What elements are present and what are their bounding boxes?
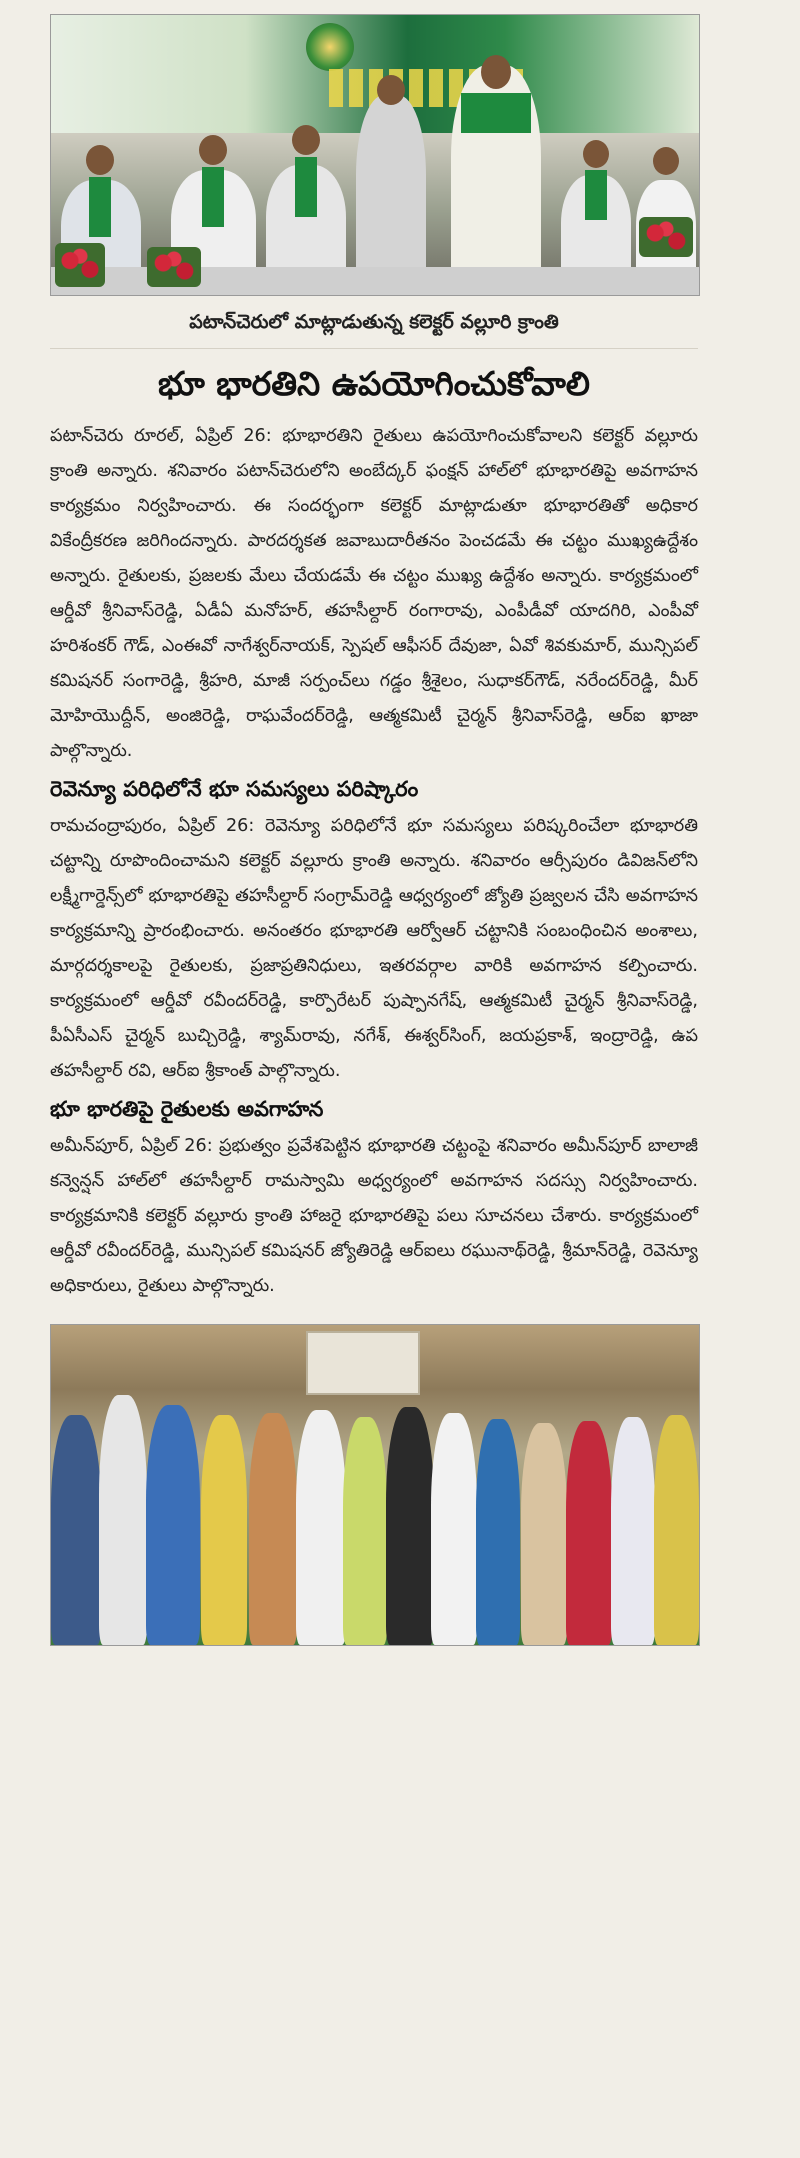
government-seal-icon [306,23,354,71]
event-stage-photo [50,14,700,296]
article-body [50,419,698,1304]
group-person [521,1423,567,1645]
standing-official [356,95,426,295]
group-person [296,1410,346,1645]
rose-bouquet [55,243,105,287]
page-title: భూ భారతిని ఉపయోగించుకోవాలి [158,364,590,403]
person-head [86,145,114,175]
rose-bouquet [147,247,201,287]
group-person [201,1415,247,1645]
green-scarf [202,167,224,227]
subheading-revenue: రెవెన్యూ పరిధిలోనే భూ సమస్యలు పరిష్కారం [50,777,419,801]
group-person [249,1413,297,1645]
banner-board [306,1331,420,1395]
article-paragraph-ramachandrapuram: రామచంద్రాపురం, ఏప్రిల్ 26: రెవెన్యూ పరిధిలోనే భూ సమస్యలు పరిష్కరించేలా భూభారతి చట్టాన్ని రూపొందించామని కలెక్టర్ వల్లూరు క్రాంతి అన్నారు. శనివారం ఆర్సీపురం డివిజన్‌లోని లక్ష్మీగార్డెన్స్‌లో భూభారతిపై తహసీల్దార్ సంగ్రామ్‌రెడ్డి ఆధ్వర్యంలో జ్యోతి ప్రజ్వలన చేసి అవగాహన కార్యక్రమాన్ని ప్రారంభించారు. అనంతరం భూభారతి ఆర్వోఆర్ చట్టానికి సంబంధించిన అంశాలు, మార్గదర్శకాలపై రైతులకు, ప్రజాప్రతినిధులు, ఇతరవర్గాల వారికి అవగాహన కల్పించారు. కార్యక్రమంలో ఆర్డీవో రవీందర్‌రెడ్డి, కార్పొరేటర్ పుష్పానగేష్, ఆత్మకమిటీ చైర్మన్ శ్రీనివాస్‌రెడ్డి, పీఏసీఎస్ చైర్మన్ బుచ్చిరెడ్డి, శ్యామ్‌రావు, నగేశ్, ఈశ్వర్‌సింగ్, జయప్రకాశ్, ఇంద్రారెడ్డి, ఉప తహసీల్దార్ రవి, ఆర్ఐ శ్రీకాంత్ పాల్గొన్నారు. [50,816,698,1081]
person-head [199,135,227,165]
rose-bouquet [639,217,693,257]
group-person [476,1419,520,1645]
person-head [292,125,320,155]
person-head [481,55,511,89]
group-person [654,1415,699,1645]
person-head [583,140,609,168]
group-person [51,1415,101,1645]
green-scarf [295,157,317,217]
group-photo [50,1324,700,1646]
article-paragraph-ameenpur: అమీన్‌పూర్, ఏప్రిల్ 26: ప్రభుత్వం ప్రవేశపెట్టిన భూభారతి చట్టంపై శనివారం అమీన్‌పూర్ బాలాజీ కన్వెన్షన్ హాల్‌లో తహసీల్దార్ రామస్వామి అధ్వర్యంలో అవగాహన సదస్సు నిర్వహించారు. కార్యక్రమానికి కలెక్టర్ వల్లూరు క్రాంతి హాజరై భూభారతిపై పలు సూచనలు చేశారు. కార్యక్రమంలో ఆర్డీవో రవీందర్‌రెడ్డి, మున్సిపల్ కమిషనర్ జ్యోతిరెడ్డి ఆర్ఐలు రఘునాథ్‌రెడ్డి, శ్రీమాన్‌రెడ్డి, రెవెన్యూ అధికారులు, రైతులు పాల్గొన్నారు. [50,1136,698,1296]
group-person [99,1395,147,1645]
group-person [431,1413,477,1645]
green-scarf [89,177,111,237]
group-person [343,1417,387,1645]
group-person [386,1407,434,1645]
person-head [653,147,679,175]
article-paragraph-patancheru: పటాన్‌చెరు రూరల్, ఏప్రిల్ 26: భూభారతిని రైతులు ఉపయోగించుకోవాలని కలెక్టర్ వల్లూరు క్రాంతి అన్నారు. శనివారం పటాన్‌చెరులోని అంబేద్కర్ ఫంక్షన్ హాల్‌లో భూభారతిపై అవగాహన కార్యక్రమం నిర్వహించారు. ఈ సందర్భంగా కలెక్టర్ మాట్లాడుతూ భూభారతితో అధికార వికేంద్రీకరణ జరిగిందన్నారు. పారదర్శకత జవాబుదారీతనం పెంచడమే ఈ చట్టం ముఖ్యఉద్దేశం అన్నారు. రైతులకు, ప్రజలకు మేలు చేయడమే ఈ చట్టం ముఖ్య ఉద్దేశం అన్నారు. కార్యక్రమంలో ఆర్డీవో శ్రీనివాస్‌రెడ్డి, ఏడీఏ మనోహర్, తహసీల్దార్ రంగారావు, ఎంపీడీవో యాదగిరి, ఎంపీవో హరిశంకర్ గౌడ్, ఎంఈవో నాగేశ్వర్‌నాయక్, స్పెషల్ ఆఫీసర్ దేవుజా, ఏవో శివకుమార్, మున్సిపల్ కమిషనర్ సంగారెడ్డి, శ్రీహరి, మాజీ సర్పంచ్‌లు గడ్డం శ్రీశైలం, సుధాకర్‌గౌడ్, నరేందర్‌రెడ్డి, మీర్ మోహియొద్దీన్, అంజిరెడ్డి, రాఘవేందర్‌రెడ్డి, ఆత్మకమిటీ చైర్మన్ శ్రీనివాస్‌రెడ్డి, ఆర్ఐ ఖాజా పాల్గొన్నారు. [50,426,698,761]
photo-caption: పటాన్‌చెరులో మాట్లాడుతున్న కలెక్టర్ వల్లూరి క్రాంతి [50,296,698,349]
person-head [377,75,405,105]
group-person [611,1417,655,1645]
group-person [146,1405,200,1645]
green-scarf [585,170,607,220]
group-person [566,1421,612,1645]
subheading-awareness: భూ భారతిపై రైతులకు అవగాహన [50,1097,324,1121]
newspaper-clipping [50,14,698,1646]
green-scarf [461,93,531,133]
